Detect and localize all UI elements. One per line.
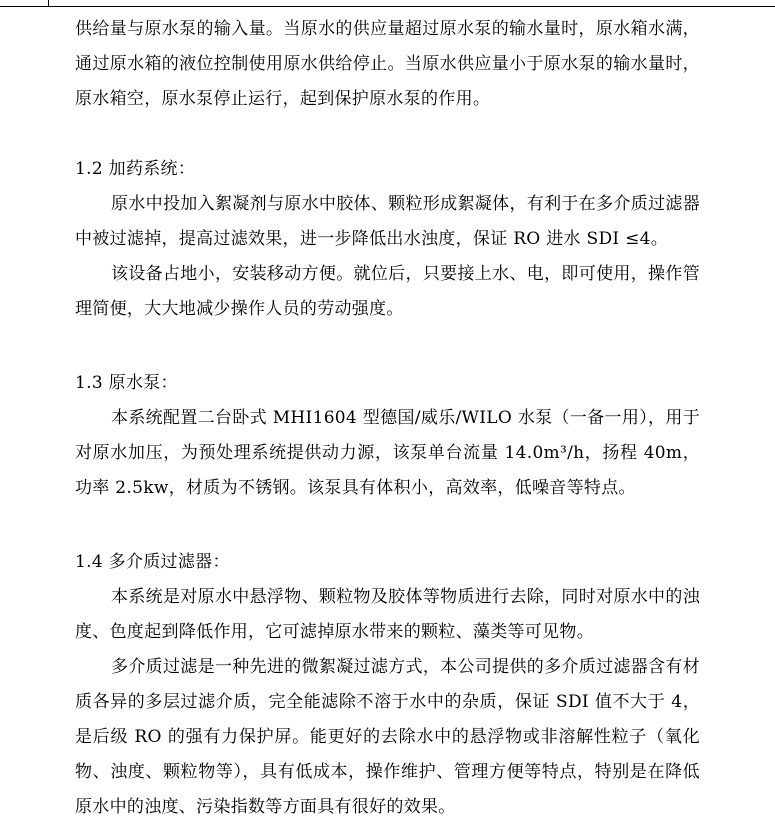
dosing-paragraph-2: 该设备占地小，安装移动方便。就位后，只要接上水、电，即可使用，操作管理简便，大大地减少操作人员的劳动强度。 [75,264,700,319]
document-body [75,12,700,825]
header-rule [0,6,775,7]
section-heading-multimedia-filter: 1.4 多介质过滤器： [75,552,230,572]
section-spacer [75,506,700,545]
section-spacer [75,327,700,366]
intro-paragraph: 供给量与原水泵的输入量。当原水的供应量超过原水泵的输水量时，原水箱水满，通过原水箱的液位控制使用原水供给停止。当原水供应量小于原水泵的输水量时，原水箱空，原水泵停止运行，起到保护原水泵的作用。 [75,19,700,109]
dosing-paragraph-1: 原水中投加入絮凝剂与原水中胶体、颗粒形成絮凝体，有利于在多介质过滤器中被过滤掉，提高过滤效果，进一步降低出水浊度，保证 RO 进水 SDI ≤4。 [75,194,700,249]
section-heading-dosing: 1.2 加药系统： [75,159,196,179]
multimedia-filter-paragraph-1: 本系统是对原水中悬浮物、颗粒物及胶体等物质进行去除，同时对原水中的浊度、色度起到降低作用，它可滤掉原水带来的颗粒、藻类等可见物。 [75,587,700,642]
multimedia-filter-paragraph-2: 多介质过滤是一种先进的微絮凝过滤方式，本公司提供的多介质过滤器含有材质各异的多层过滤介质，完全能滤除不溶于水中的杂质，保证 SDI 值不大于 4，是后级 RO 的强有力保护屏。能更好的去除水中的悬浮物或非溶解性粒子（氧化物、浊度、颗粒物等），具有低成本，操作维护、管理方便等特点，特别是在降低原水中的浊度、污染指数等方面具有很好的效果。 [75,657,700,817]
raw-water-pump-paragraph: 本系统配置二台卧式 MHI1604 型德国/威乐/WILO 水泵（一备一用），用于对原水加压，为预处理系统提供动力源，该泵单台流量 14.0m³/h，扬程 40m，功率 2.5kw，材质为不锈钢。该泵具有体积小，高效率，低噪音等特点。 [75,408,700,498]
header-corner-mark [48,0,49,6]
section-spacer [75,117,700,152]
section-heading-raw-water-pump: 1.3 原水泵： [75,373,178,393]
